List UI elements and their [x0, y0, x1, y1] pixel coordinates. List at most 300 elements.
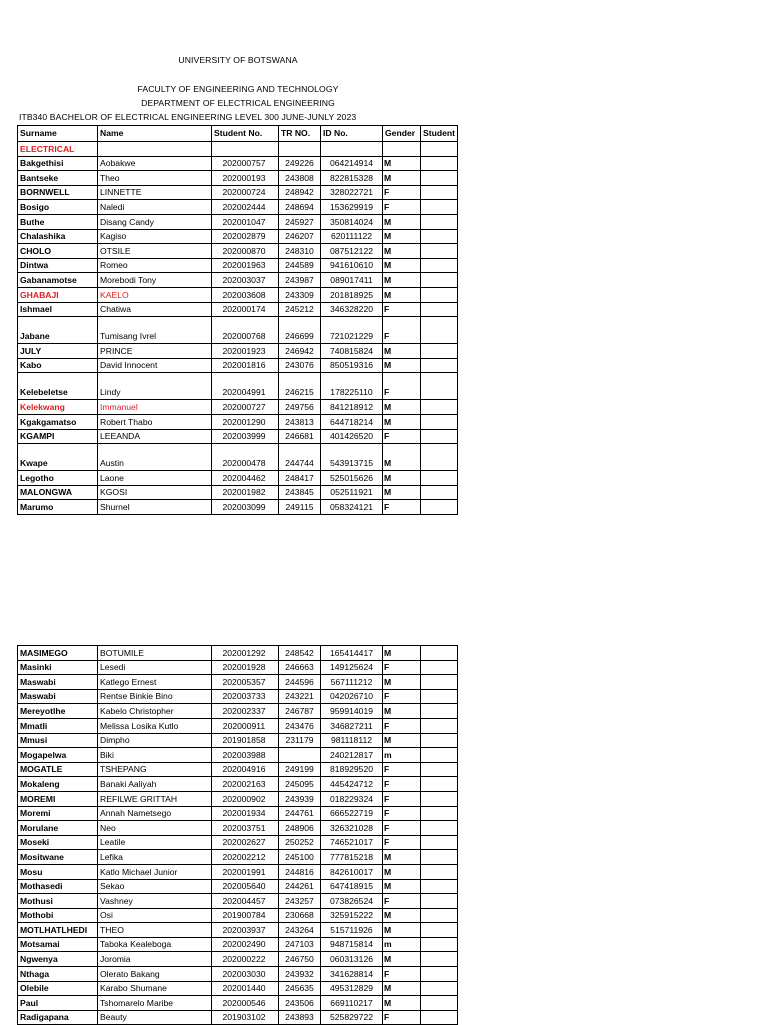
student-no-cell: 202000174: [212, 302, 279, 317]
student-cell: [421, 908, 458, 923]
id-no-cell: 515711926: [321, 923, 383, 938]
id-no-cell: 721021229: [321, 317, 383, 344]
table-row: [18, 850, 458, 865]
student-cell: [421, 485, 458, 500]
tr-no-cell: 244816: [279, 864, 321, 879]
tr-no-cell: 243932: [279, 967, 321, 982]
name-cell: David Innocent: [98, 358, 212, 373]
student-cell: [421, 185, 458, 200]
table-row: [18, 894, 458, 909]
surname-cell: Legotho: [18, 471, 98, 486]
table-row: [18, 923, 458, 938]
name-cell: Naledi: [98, 200, 212, 215]
table-row: [18, 821, 458, 836]
student-no-cell: 202000222: [212, 952, 279, 967]
student-table-2: [17, 645, 458, 1025]
student-cell: [421, 791, 458, 806]
tr-no-cell: 244596: [279, 675, 321, 690]
id-no-cell: 087512122: [321, 244, 383, 259]
tr-no-cell: 245100: [279, 850, 321, 865]
surname-cell: Bosigo: [18, 200, 98, 215]
surname-cell: BORNWELL: [18, 185, 98, 200]
tr-no-cell: 243221: [279, 689, 321, 704]
tr-no-cell: 245095: [279, 777, 321, 792]
gender-cell: M: [383, 864, 421, 879]
student-cell: [421, 675, 458, 690]
table-row: [18, 373, 458, 400]
student-cell: [421, 835, 458, 850]
table-row: [18, 500, 458, 515]
id-no-cell: 401426520: [321, 429, 383, 444]
name-cell: Taboka Kealeboga: [98, 937, 212, 952]
gender-cell: M: [383, 344, 421, 359]
column-header-id-no: ID No.: [321, 126, 383, 142]
tr-no-cell: 243264: [279, 923, 321, 938]
table-row: [18, 996, 458, 1011]
name-cell: Laone: [98, 471, 212, 486]
tr-no-cell: 230668: [279, 908, 321, 923]
name-cell: LINNETTE: [98, 185, 212, 200]
gender-cell: F: [383, 689, 421, 704]
gender-cell: M: [383, 156, 421, 171]
student-no-cell: 202004991: [212, 373, 279, 400]
student-no-cell: 202000727: [212, 400, 279, 415]
student-cell: [421, 400, 458, 415]
id-no-cell: 959914019: [321, 704, 383, 719]
student-cell: [421, 273, 458, 288]
table-row: [18, 200, 458, 215]
name-cell: Biki: [98, 748, 212, 763]
name-cell: Joromia: [98, 952, 212, 967]
student-no-cell: 202003999: [212, 429, 279, 444]
id-no-cell: 052511921: [321, 485, 383, 500]
student-no-cell: 202003988: [212, 748, 279, 763]
gender-cell: M: [383, 981, 421, 996]
table-row: [18, 791, 458, 806]
name-cell: PRINCE: [98, 344, 212, 359]
table-row: [18, 229, 458, 244]
student-cell: [421, 1010, 458, 1025]
student-no-cell: 201903102: [212, 1010, 279, 1025]
id-no-cell: 165414417: [321, 646, 383, 661]
student-cell: [421, 952, 458, 967]
gender-cell: M: [383, 850, 421, 865]
student-no-cell: 202001991: [212, 864, 279, 879]
name-cell: Annah Nametsego: [98, 806, 212, 821]
tr-no-cell: 249226: [279, 156, 321, 171]
student-no-cell: 202000546: [212, 996, 279, 1011]
student-cell: [421, 429, 458, 444]
tr-no-cell: 247103: [279, 937, 321, 952]
name-cell: Lindy: [98, 373, 212, 400]
surname-cell: Mokaleng: [18, 777, 98, 792]
student-cell: [421, 200, 458, 215]
id-no-cell: 073826524: [321, 894, 383, 909]
gender-cell: F: [383, 894, 421, 909]
surname-cell: Kelekwang: [18, 400, 98, 415]
name-cell: TSHEPANG: [98, 762, 212, 777]
gender-cell: M: [383, 952, 421, 967]
student-no-cell: 202003099: [212, 500, 279, 515]
table-row: [18, 414, 458, 429]
faculty-title: FACULTY OF ENGINEERING AND TECHNOLOGY: [137, 84, 339, 94]
student-cell: [421, 444, 458, 471]
name-cell: Tumisang Ivrel: [98, 317, 212, 344]
name-cell: Lesedi: [98, 660, 212, 675]
student-cell: [421, 302, 458, 317]
name-cell: Melissa Losika Kutlo: [98, 718, 212, 733]
id-no-cell: 149125624: [321, 660, 383, 675]
surname-cell: Mothobi: [18, 908, 98, 923]
surname-cell: Kelebeletse: [18, 373, 98, 400]
name-cell: Banaki Aaliyah: [98, 777, 212, 792]
student-no-cell: 202001440: [212, 981, 279, 996]
table-row: [18, 660, 458, 675]
id-no-cell: 346827211: [321, 718, 383, 733]
table-row: [18, 317, 458, 344]
student-no-cell: 202003030: [212, 967, 279, 982]
gender-cell: F: [383, 762, 421, 777]
student-cell: [421, 500, 458, 515]
name-cell: Osi: [98, 908, 212, 923]
gender-cell: F: [383, 317, 421, 344]
tr-no-cell: 246207: [279, 229, 321, 244]
gender-cell: M: [383, 258, 421, 273]
name-cell: LEEANDA: [98, 429, 212, 444]
tr-no-cell: 248942: [279, 185, 321, 200]
gender-cell: F: [383, 777, 421, 792]
gender-cell: M: [383, 704, 421, 719]
column-header-gender: Gender: [383, 126, 421, 142]
student-no-cell: 202000478: [212, 444, 279, 471]
surname-cell: Buthe: [18, 214, 98, 229]
table-row: [18, 937, 458, 952]
student-no-cell: 202001923: [212, 344, 279, 359]
id-no-cell: 445424712: [321, 777, 383, 792]
column-header-name: Name: [98, 126, 212, 142]
table-row: [18, 344, 458, 359]
student-cell: [421, 258, 458, 273]
id-no-cell: 620111122: [321, 229, 383, 244]
student-no-cell: 202005357: [212, 675, 279, 690]
id-no-cell: 058324121: [321, 500, 383, 515]
tr-no-cell: 243257: [279, 894, 321, 909]
id-no-cell: 948715814: [321, 937, 383, 952]
tr-no-cell: 246787: [279, 704, 321, 719]
student-cell: [421, 214, 458, 229]
table-row: [18, 302, 458, 317]
surname-cell: CHOLO: [18, 244, 98, 259]
student-no-cell: 202004462: [212, 471, 279, 486]
tr-no-cell: 248417: [279, 471, 321, 486]
table-row: [18, 864, 458, 879]
surname-cell: Maswabi: [18, 675, 98, 690]
surname-cell: Masinki: [18, 660, 98, 675]
tr-no-cell: 243476: [279, 718, 321, 733]
gender-cell: M: [383, 229, 421, 244]
student-cell: [421, 821, 458, 836]
tr-no-cell: 243987: [279, 273, 321, 288]
gender-cell: F: [383, 185, 421, 200]
student-no-cell: 202003937: [212, 923, 279, 938]
tr-no-cell: 244744: [279, 444, 321, 471]
student-cell: [421, 358, 458, 373]
gender-cell: M: [383, 996, 421, 1011]
table-row: [18, 287, 458, 302]
id-no-cell: 153629919: [321, 200, 383, 215]
tr-no-cell: 245635: [279, 981, 321, 996]
table-cell: [421, 142, 458, 157]
student-table-1: [17, 125, 458, 515]
surname-cell: MOGATLE: [18, 762, 98, 777]
table-cell: [321, 142, 383, 157]
student-no-cell: 202000768: [212, 317, 279, 344]
student-cell: [421, 646, 458, 661]
tr-no-cell: 246699: [279, 317, 321, 344]
tr-no-cell: 244589: [279, 258, 321, 273]
student-cell: [421, 287, 458, 302]
table-row: [18, 806, 458, 821]
student-no-cell: 202001963: [212, 258, 279, 273]
tr-no-cell: 249115: [279, 500, 321, 515]
student-cell: [421, 156, 458, 171]
gender-cell: M: [383, 733, 421, 748]
student-no-cell: 202001290: [212, 414, 279, 429]
student-cell: [421, 762, 458, 777]
student-cell: [421, 171, 458, 186]
student-cell: [421, 244, 458, 259]
name-cell: Kagiso: [98, 229, 212, 244]
id-no-cell: 777815218: [321, 850, 383, 865]
table-row: [18, 273, 458, 288]
tr-no-cell: 246942: [279, 344, 321, 359]
gender-cell: M: [383, 414, 421, 429]
student-cell: [421, 806, 458, 821]
name-cell: Katlo Michael Junior: [98, 864, 212, 879]
student-no-cell: 202000757: [212, 156, 279, 171]
name-cell: Romeo: [98, 258, 212, 273]
column-header-surname: Surname: [18, 126, 98, 142]
surname-cell: Ishmael: [18, 302, 98, 317]
student-cell: [421, 864, 458, 879]
student-no-cell: 202000724: [212, 185, 279, 200]
id-no-cell: 842610017: [321, 864, 383, 879]
id-no-cell: 341628814: [321, 967, 383, 982]
gender-cell: F: [383, 821, 421, 836]
id-no-cell: 201818925: [321, 287, 383, 302]
surname-cell: Mogapelwa: [18, 748, 98, 763]
surname-cell: Chalashika: [18, 229, 98, 244]
id-no-cell: 740815824: [321, 344, 383, 359]
student-no-cell: 202000193: [212, 171, 279, 186]
surname-cell: MOREMI: [18, 791, 98, 806]
surname-cell: Moseki: [18, 835, 98, 850]
id-no-cell: 850519316: [321, 358, 383, 373]
student-cell: [421, 660, 458, 675]
table-row: [18, 258, 458, 273]
table-row: [18, 733, 458, 748]
student-no-cell: 202001816: [212, 358, 279, 373]
id-no-cell: 746521017: [321, 835, 383, 850]
student-no-cell: 202002627: [212, 835, 279, 850]
tr-no-cell: 248542: [279, 646, 321, 661]
surname-cell: Maswabi: [18, 689, 98, 704]
id-no-cell: 064214914: [321, 156, 383, 171]
gender-cell: F: [383, 1010, 421, 1025]
surname-cell: Mositwane: [18, 850, 98, 865]
surname-cell: Motsamai: [18, 937, 98, 952]
name-cell: Karabo Shumane: [98, 981, 212, 996]
tr-no-cell: [279, 748, 321, 763]
student-cell: [421, 996, 458, 1011]
table-cell: [383, 142, 421, 157]
tr-no-cell: 243845: [279, 485, 321, 500]
name-cell: OTSILE: [98, 244, 212, 259]
id-no-cell: 525015626: [321, 471, 383, 486]
id-no-cell: 018229324: [321, 791, 383, 806]
table-row: [18, 762, 458, 777]
surname-cell: KGAMPI: [18, 429, 98, 444]
table-row: [18, 718, 458, 733]
id-no-cell: 328022721: [321, 185, 383, 200]
student-cell: [421, 923, 458, 938]
student-no-cell: 202002490: [212, 937, 279, 952]
student-cell: [421, 718, 458, 733]
table-cell: [212, 142, 279, 157]
student-cell: [421, 344, 458, 359]
student-cell: [421, 471, 458, 486]
gender-cell: F: [383, 967, 421, 982]
surname-cell: Kwape: [18, 444, 98, 471]
table-row: [18, 952, 458, 967]
id-no-cell: 060313126: [321, 952, 383, 967]
surname-cell: Mmusi: [18, 733, 98, 748]
name-cell: Shurnel: [98, 500, 212, 515]
student-no-cell: 202001928: [212, 660, 279, 675]
table-row: [18, 244, 458, 259]
student-cell: [421, 894, 458, 909]
gender-cell: M: [383, 273, 421, 288]
id-no-cell: 567111212: [321, 675, 383, 690]
gender-cell: F: [383, 806, 421, 821]
name-cell: Aobakwe: [98, 156, 212, 171]
name-cell: Sekao: [98, 879, 212, 894]
gender-cell: m: [383, 748, 421, 763]
student-no-cell: 202002163: [212, 777, 279, 792]
id-no-cell: 941610610: [321, 258, 383, 273]
id-no-cell: 822815328: [321, 171, 383, 186]
student-no-cell: 202004457: [212, 894, 279, 909]
table-row: [18, 400, 458, 415]
table-row: [18, 214, 458, 229]
id-no-cell: 543913715: [321, 444, 383, 471]
gender-cell: F: [383, 429, 421, 444]
name-cell: THEO: [98, 923, 212, 938]
id-no-cell: 981118112: [321, 733, 383, 748]
surname-cell: Bantseke: [18, 171, 98, 186]
name-cell: KAELO: [98, 287, 212, 302]
tr-no-cell: 250252: [279, 835, 321, 850]
name-cell: Tshomarelo Maribe: [98, 996, 212, 1011]
id-no-cell: 666522719: [321, 806, 383, 821]
student-cell: [421, 981, 458, 996]
id-no-cell: 089017411: [321, 273, 383, 288]
student-cell: [421, 967, 458, 982]
gender-cell: F: [383, 200, 421, 215]
tr-no-cell: 243813: [279, 414, 321, 429]
tr-no-cell: 245927: [279, 214, 321, 229]
student-no-cell: 202002337: [212, 704, 279, 719]
surname-cell: Jabane: [18, 317, 98, 344]
name-cell: Austin: [98, 444, 212, 471]
tr-no-cell: 244761: [279, 806, 321, 821]
gender-cell: F: [383, 835, 421, 850]
surname-cell: Moremi: [18, 806, 98, 821]
student-no-cell: 202003608: [212, 287, 279, 302]
student-no-cell: 202003037: [212, 273, 279, 288]
name-cell: Disang Candy: [98, 214, 212, 229]
surname-cell: Kgakgamatso: [18, 414, 98, 429]
tr-no-cell: 248906: [279, 821, 321, 836]
surname-cell: Kabo: [18, 358, 98, 373]
id-no-cell: 644718214: [321, 414, 383, 429]
name-cell: KGOSI: [98, 485, 212, 500]
name-cell: Morebodi Tony: [98, 273, 212, 288]
surname-cell: Mothasedi: [18, 879, 98, 894]
id-no-cell: 325915222: [321, 908, 383, 923]
gender-cell: M: [383, 485, 421, 500]
gender-cell: M: [383, 444, 421, 471]
surname-cell: Paul: [18, 996, 98, 1011]
student-cell: [421, 689, 458, 704]
name-cell: Olerato Bakang: [98, 967, 212, 982]
student-cell: [421, 229, 458, 244]
tr-no-cell: 246215: [279, 373, 321, 400]
surname-cell: GHABAJI: [18, 287, 98, 302]
student-cell: [421, 777, 458, 792]
name-cell: Chatiwa: [98, 302, 212, 317]
student-no-cell: 202002879: [212, 229, 279, 244]
section-label: ELECTRICAL: [18, 142, 98, 157]
name-cell: Beauty: [98, 1010, 212, 1025]
tr-no-cell: 249756: [279, 400, 321, 415]
surname-cell: MALONGWA: [18, 485, 98, 500]
id-no-cell: 841218912: [321, 400, 383, 415]
id-no-cell: 525829722: [321, 1010, 383, 1025]
gender-cell: M: [383, 646, 421, 661]
surname-cell: Morulane: [18, 821, 98, 836]
gender-cell: F: [383, 660, 421, 675]
student-cell: [421, 748, 458, 763]
gender-cell: M: [383, 879, 421, 894]
gender-cell: M: [383, 400, 421, 415]
student-cell: [421, 937, 458, 952]
student-no-cell: 202002444: [212, 200, 279, 215]
gender-cell: F: [383, 791, 421, 806]
surname-cell: Nthaga: [18, 967, 98, 982]
tr-no-cell: 243506: [279, 996, 321, 1011]
id-no-cell: 240212817: [321, 748, 383, 763]
table-row: [18, 967, 458, 982]
table-row: [18, 185, 458, 200]
section-row: [18, 142, 458, 157]
surname-cell: JULY: [18, 344, 98, 359]
surname-cell: Radigapana: [18, 1010, 98, 1025]
name-cell: Lefika: [98, 850, 212, 865]
table-row: [18, 358, 458, 373]
student-no-cell: 202000870: [212, 244, 279, 259]
gender-cell: F: [383, 718, 421, 733]
